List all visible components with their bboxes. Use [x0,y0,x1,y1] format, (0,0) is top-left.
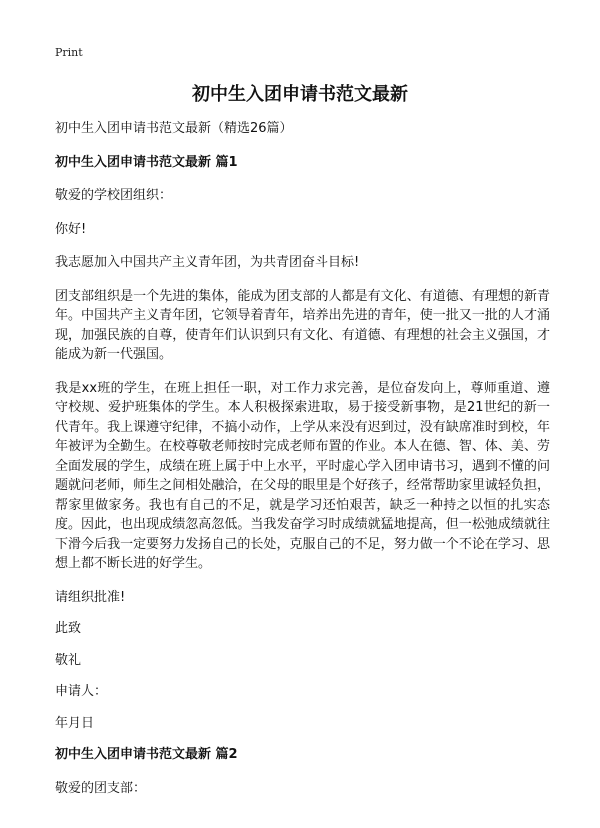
section-2-heading: 初中生入团申请书范文最新 篇2 [55,747,238,762]
section-2-salutation: 敬爱的团支部： [55,780,147,796]
document-title: 初中生入团申请书范文最新 [192,84,408,105]
salutation: 敬爱的学校团组织： [55,188,173,203]
date-line: 年月日 [55,715,95,731]
section-1-heading: 初中生入团申请书范文最新 篇1 [55,154,238,170]
document-subtitle: 初中生入团申请书范文最新（精选26篇） [55,121,293,136]
print-label: Print [55,46,83,59]
approval-request: 请组织批准! [55,589,126,605]
paragraph-aspiration: 我志愿加入中国共产主义青年团，为共青团奋斗目标! [55,255,360,270]
paragraph-organization: 团支部组织是一个先进的集体，能成为团支部的人都是有文化、有道德、有理想的新青年。中国共产主义青年团，它领导着青年，培养出先进的青年，使一批又一批的人才涌现，加强民族的自尊，使青年们认识到只有文化、有道德、有理想的社会主义强国，才能成为新一代强国。 [55,288,550,362]
paragraph-self-introduction: 我是xx班的学生，在班上担任一职，对工作力求完善，是位奋发向上，尊师重道、遵守校规、爱护班集体的学生。本人积极探索进取，易于接受新事物，是21世纪的新一代青年。我上课遵守纪律，不搞小动作，上学从来没有迟到过，没有缺席准时到校，年年被评为全勤生。在校尊敬老师按时完成老师布置的作业。本人在德、智、体、美、劳全面发展的学生，成绩在班上属于中上水平，平时虚心学入团申请书习，遇到不懂的问题就问老师，师生之间相处融洽，在父母的眼里是个好孩子，经常帮助家里诚轻负担，帮家里做家务。我也有自己的不足，就是学习还怕艰苦，缺乏一种持之以恒的扎实态度。因此，也出现成绩忽高忽低。当我发奋学习时成绩就猛地提高，但一松弛成绩就往下滑今后我一定要努力发扬自己的长处，克服自己的不足，努力做一个不论在学习、思想上都不断长进的好学生。 [55,380,550,571]
closing-line-2: 敬礼 [55,652,82,668]
applicant-line: 申请人： [55,684,108,699]
greeting: 你好! [55,221,87,237]
closing-line-1: 此致 [55,621,82,636]
document-body [55,119,550,812]
